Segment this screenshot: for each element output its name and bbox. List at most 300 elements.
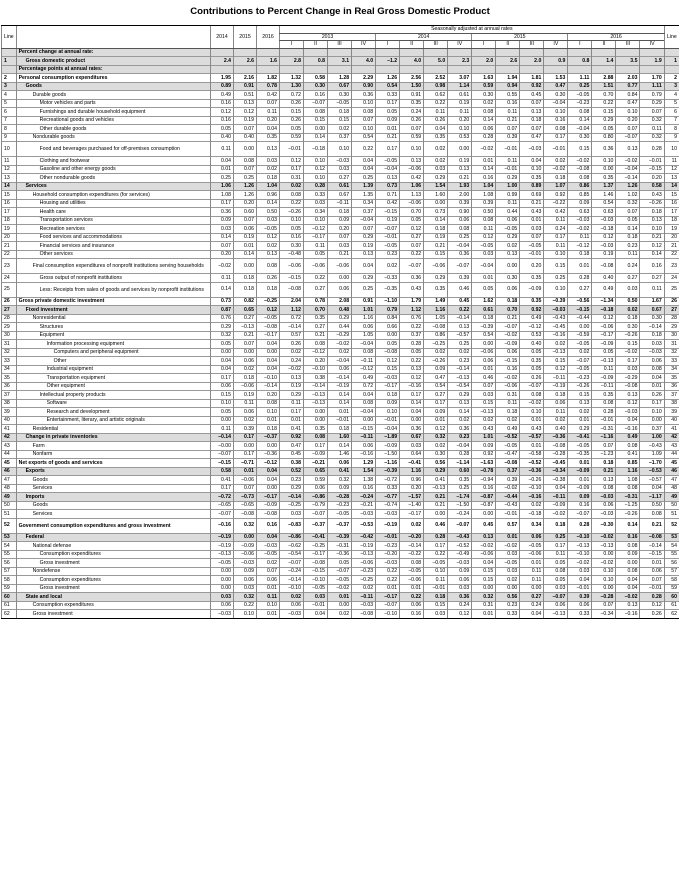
row-value: 0.22 (304, 274, 328, 283)
row-value (400, 48, 424, 57)
row-value: 0.17 (279, 165, 303, 174)
row-value: −0.09 (568, 484, 592, 493)
row-value: −0.34 (592, 610, 616, 619)
row-value: 0.20 (520, 259, 544, 274)
table-body (2, 48, 680, 618)
row-value: −0.10 (568, 550, 592, 559)
row-description: Housing and utilities (16, 199, 210, 208)
row-value: 0.11 (496, 199, 520, 208)
row-line-number: 39 (2, 408, 17, 417)
row-value: −0.05 (520, 242, 544, 251)
row-line-number-right: 2 (664, 74, 679, 83)
row-value: 0.24 (279, 357, 303, 366)
row-value: 2.4 (211, 57, 234, 66)
row-value: 0.05 (400, 216, 424, 225)
row-value: 0.33 (496, 610, 520, 619)
row-line-number-right: 27 (664, 306, 679, 315)
row-value: 0.18 (640, 208, 664, 217)
row-value: 0.21 (328, 250, 352, 259)
row-value: −0.03 (211, 610, 234, 619)
row-value: 1.05 (424, 314, 448, 323)
row-line-number: 57 (2, 567, 17, 576)
row-value: 0.00 (304, 408, 328, 417)
row-value: 0.03 (257, 216, 280, 225)
row-value: 0.22 (400, 250, 424, 259)
row-value: 0.06 (234, 357, 257, 366)
row-value: −0.10 (257, 374, 280, 383)
row-value: 0.06 (328, 282, 352, 297)
row-value: 0.09 (376, 116, 400, 125)
row-value: 1.16 (424, 306, 448, 315)
row-value: 0.00 (472, 510, 496, 519)
row-value: −0.01 (640, 157, 664, 166)
row-value: 0.67 (328, 82, 352, 91)
row-value: 0.28 (592, 408, 616, 417)
header-quarter-year: 2016 (568, 33, 664, 41)
row-value: 0.98 (424, 82, 448, 91)
row-value: 0.00 (328, 274, 352, 283)
row-value: −0.31 (328, 542, 352, 551)
row-value: 0.10 (234, 610, 257, 619)
row-value: 0.10 (592, 157, 616, 166)
row-line-number: 1 (2, 57, 17, 66)
row-value: 0.19 (448, 99, 472, 108)
row-value: 0.69 (520, 191, 544, 200)
row-value: 0.04 (400, 408, 424, 417)
row-line-number-right: 35 (664, 374, 679, 383)
row-value: −0.54 (448, 382, 472, 391)
row-value: 0.03 (640, 340, 664, 349)
row-value: −0.05 (496, 442, 520, 451)
row-value: 0.11 (592, 365, 616, 374)
row-value: 0.06 (568, 601, 592, 610)
row-description: Gross investment (16, 584, 210, 593)
row-value: 0.32 (424, 433, 448, 442)
row-value: 0.09 (568, 199, 592, 208)
row-value: 0.17 (616, 357, 640, 366)
row-value: −0.07 (376, 601, 400, 610)
row-value (640, 65, 664, 74)
row-value: 0.11 (544, 242, 568, 251)
row-value: 0.18 (520, 116, 544, 125)
row-value: −0.09 (234, 542, 257, 551)
row-value: −0.02 (496, 542, 520, 551)
row-value: 0.00 (234, 442, 257, 451)
row-value: −0.45 (544, 323, 568, 332)
row-value: −0.14 (257, 382, 280, 391)
table-row (2, 108, 680, 117)
row-value: −0.18 (592, 306, 616, 315)
row-line-number: 4 (2, 91, 17, 100)
row-value: 1.51 (592, 82, 616, 91)
row-value: −0.03 (257, 542, 280, 551)
row-value: 0.23 (376, 250, 400, 259)
row-value: 0.00 (592, 584, 616, 593)
row-value: −0.12 (352, 365, 376, 374)
row-line-number: 23 (2, 259, 17, 274)
row-value: 0.08 (592, 399, 616, 408)
row-value: 0.35 (424, 133, 448, 142)
row-value: −0.13 (544, 610, 568, 619)
row-value: 0.38 (304, 374, 328, 383)
row-value: 0.10 (520, 408, 544, 417)
row-line-number: 26 (2, 297, 17, 306)
row-value: 0.01 (376, 125, 400, 134)
row-value: 0.19 (448, 157, 472, 166)
row-line-number: 35 (2, 374, 17, 383)
row-value: 0.22 (424, 99, 448, 108)
contributions-table (1, 25, 679, 619)
row-value: 0.04 (568, 576, 592, 585)
row-value: −0.86 (304, 493, 328, 502)
table-row (2, 501, 680, 510)
row-value: 0.10 (279, 216, 303, 225)
header-description-blank (16, 26, 210, 49)
row-value: 0.19 (234, 116, 257, 125)
row-value: 1.08 (472, 191, 496, 200)
row-value: 0.89 (520, 182, 544, 191)
row-value: 2.29 (352, 74, 376, 83)
row-value: −0.03 (279, 610, 303, 619)
row-value: 1.00 (640, 433, 664, 442)
row-value: 0.07 (400, 242, 424, 251)
row-value: 0.57 (279, 331, 303, 340)
row-value: 0.18 (257, 425, 280, 434)
row-value: 0.13 (352, 250, 376, 259)
row-value: 0.70 (496, 306, 520, 315)
row-value: 1.35 (352, 191, 376, 200)
row-value (257, 48, 280, 57)
row-value: 1.05 (352, 331, 376, 340)
row-line-number: 60 (2, 593, 17, 602)
row-value: 0.06 (448, 216, 472, 225)
row-description: Farm (16, 442, 210, 451)
row-value: 0.04 (352, 259, 376, 274)
row-value: 0.22 (279, 199, 303, 208)
row-value: 0.29 (352, 274, 376, 283)
row-line-number-right: 58 (664, 576, 679, 585)
row-value: 1.13 (400, 191, 424, 200)
row-value: −0.05 (568, 442, 592, 451)
row-value: −0.52 (520, 459, 544, 468)
row-value: −0.11 (352, 357, 376, 366)
row-value: 0.04 (616, 576, 640, 585)
row-value: 1.26 (616, 182, 640, 191)
row-value: −0.19 (352, 542, 376, 551)
row-value: 0.35 (257, 133, 280, 142)
row-line-number-right: 42 (664, 433, 679, 442)
row-value: −0.05 (496, 225, 520, 234)
row-value: 0.04 (257, 357, 280, 366)
row-value: −0.29 (616, 374, 640, 383)
row-value: 0.58 (211, 467, 234, 476)
header-seasonal-label: Seasonally adjusted at annual rates (279, 26, 664, 34)
row-value: 0.00 (424, 510, 448, 519)
row-line-number-right: 49 (664, 493, 679, 502)
row-value: 0.19 (376, 216, 400, 225)
row-value: 0.08 (352, 108, 376, 117)
row-line-number: 6 (2, 108, 17, 117)
row-value: 0.27 (616, 274, 640, 283)
header-line-right: Line (664, 26, 679, 49)
row-value: 0.15 (376, 365, 400, 374)
row-value: 0.10 (211, 399, 234, 408)
row-value (568, 65, 592, 74)
row-value: −0.04 (352, 216, 376, 225)
row-value: 1.37 (592, 182, 616, 191)
row-value: 0.01 (257, 584, 280, 593)
row-value: 0.87 (211, 306, 234, 315)
row-value: 0.43 (472, 425, 496, 434)
header-quarter: IV (544, 41, 568, 49)
table-row (2, 340, 680, 349)
row-line-number-right: 18 (664, 216, 679, 225)
row-value: −0.07 (448, 518, 472, 533)
row-value: 0.30 (544, 91, 568, 100)
row-value: 0.05 (376, 340, 400, 349)
row-value: 0.21 (496, 116, 520, 125)
row-value: 0.10 (448, 125, 472, 134)
row-description: Recreational goods and vehicles (16, 116, 210, 125)
row-value: −0.05 (496, 559, 520, 568)
row-value: 0.19 (234, 391, 257, 400)
row-value: 0.07 (234, 165, 257, 174)
row-value: −0.14 (640, 323, 664, 332)
row-value: 0.03 (496, 567, 520, 576)
row-line-number: 46 (2, 467, 17, 476)
row-description: Food services and accommodations (16, 233, 210, 242)
row-value: −0.72 (376, 476, 400, 485)
row-value: 0.45 (448, 297, 472, 306)
row-value: 0.60 (234, 208, 257, 217)
row-value: 2.52 (424, 74, 448, 83)
row-value: 0.02 (279, 593, 303, 602)
table-row (2, 391, 680, 400)
row-value: 0.03 (211, 225, 234, 234)
table-row (2, 533, 680, 542)
row-value (472, 65, 496, 74)
row-value: 0.14 (616, 518, 640, 533)
row-value: 0.10 (592, 567, 616, 576)
row-description: Other services (16, 250, 210, 259)
row-value: 0.37 (352, 208, 376, 217)
row-value: 0.12 (211, 108, 234, 117)
row-value: 0.22 (448, 306, 472, 315)
row-value: 0.20 (616, 116, 640, 125)
row-value: 0.55 (496, 91, 520, 100)
row-value: 0.39 (496, 133, 520, 142)
row-value: 0.26 (279, 340, 303, 349)
row-value: −0.10 (520, 484, 544, 493)
row-value: 0.36 (352, 91, 376, 100)
row-value: 1.01 (472, 433, 496, 442)
row-description: Durable goods (16, 91, 210, 100)
row-value: 0.12 (424, 425, 448, 434)
row-value: 0.24 (400, 108, 424, 117)
row-value: 0.04 (616, 416, 640, 425)
row-value: 0.20 (304, 357, 328, 366)
row-value: 0.16 (257, 518, 280, 533)
row-value (424, 65, 448, 74)
row-value: 0.02 (257, 559, 280, 568)
row-value: −0.07 (616, 133, 640, 142)
row-value: 0.50 (616, 297, 640, 306)
row-value: 0.21 (424, 493, 448, 502)
row-value: −0.05 (568, 91, 592, 100)
row-value: −0.71 (234, 459, 257, 468)
row-value: 0.04 (211, 365, 234, 374)
row-description: Nonfarm (16, 450, 210, 459)
row-value: −0.02 (496, 331, 520, 340)
row-value: 0.14 (234, 250, 257, 259)
row-line-number-right: 13 (664, 174, 679, 183)
row-value: −0.07 (304, 510, 328, 519)
row-value: −0.10 (568, 533, 592, 542)
row-value: 0.39 (568, 593, 592, 602)
row-value: −0.13 (592, 357, 616, 366)
row-value: 0.10 (640, 408, 664, 417)
row-value: 0.01 (472, 365, 496, 374)
row-value: 0.25 (448, 233, 472, 242)
row-value: −0.02 (211, 259, 234, 274)
row-value: 0.06 (544, 399, 568, 408)
row-value: −0.12 (304, 348, 328, 357)
row-value: 0.07 (520, 233, 544, 242)
row-value: 0.02 (568, 408, 592, 417)
row-value: 0.25 (352, 282, 376, 297)
row-value: 0.16 (304, 91, 328, 100)
row-value: 0.00 (640, 416, 664, 425)
row-value: 0.06 (304, 484, 328, 493)
row-line-number: 17 (2, 208, 17, 217)
row-value: −0.06 (400, 165, 424, 174)
row-value: −0.04 (376, 165, 400, 174)
table-row (2, 433, 680, 442)
table-row (2, 182, 680, 191)
header-quarter: III (616, 41, 640, 49)
row-line-number-right: 51 (664, 510, 679, 519)
row-value: −0.16 (211, 518, 234, 533)
table-row (2, 65, 680, 74)
header-quarter: II (400, 41, 424, 49)
row-value: −0.14 (279, 323, 303, 332)
row-value: 0.12 (448, 610, 472, 619)
row-value: 0.11 (234, 399, 257, 408)
row-value: −0.17 (400, 510, 424, 519)
row-line-number-right: 48 (664, 484, 679, 493)
row-value: 0.39 (448, 199, 472, 208)
row-value: −0.02 (568, 225, 592, 234)
row-value: 0.18 (544, 391, 568, 400)
row-value: 0.47 (544, 82, 568, 91)
row-value: 0.10 (352, 125, 376, 134)
row-value: −0.05 (328, 510, 352, 519)
row-value: −0.03 (640, 348, 664, 357)
row-line-number-right: 10 (664, 142, 679, 157)
row-value: 0.02 (472, 416, 496, 425)
row-value: 0.12 (257, 306, 280, 315)
row-value: 0.12 (400, 374, 424, 383)
row-value: 0.10 (520, 165, 544, 174)
row-value: 0.82 (234, 297, 257, 306)
row-value: 1.26 (234, 182, 257, 191)
row-value: −0.08 (304, 559, 328, 568)
row-value: 0.32 (472, 593, 496, 602)
row-value: 0.07 (592, 601, 616, 610)
row-value: 0.00 (211, 348, 234, 357)
row-value: −0.53 (352, 518, 376, 533)
row-line-number-right: 26 (664, 297, 679, 306)
row-value: −0.13 (304, 391, 328, 400)
row-value: 0.07 (616, 125, 640, 134)
row-value: −0.02 (592, 559, 616, 568)
row-value: −0.23 (568, 99, 592, 108)
row-line-number-right: 38 (664, 399, 679, 408)
row-line-number: 28 (2, 314, 17, 323)
row-value: 0.78 (257, 82, 280, 91)
row-value: −0.01 (640, 584, 664, 593)
row-value: 0.01 (211, 165, 234, 174)
row-value: −0.45 (544, 459, 568, 468)
row-value: 0.07 (234, 484, 257, 493)
row-value: 0.58 (640, 182, 664, 191)
row-value: 0.03 (304, 199, 328, 208)
row-value: 0.71 (376, 191, 400, 200)
row-value: −0.06 (328, 259, 352, 274)
row-value: −0.06 (496, 382, 520, 391)
table-row (2, 510, 680, 519)
row-value: 0.73 (211, 297, 234, 306)
row-value: 1.06 (211, 182, 234, 191)
row-value: −0.26 (424, 357, 448, 366)
row-value: −0.56 (568, 297, 592, 306)
row-value: −0.09 (568, 467, 592, 476)
row-value: −0.05 (257, 225, 280, 234)
row-value: −0.57 (640, 476, 664, 485)
row-value: −0.02 (472, 542, 496, 551)
row-value: −0.03 (568, 216, 592, 225)
row-value: −0.04 (568, 125, 592, 134)
row-value: 0.02 (352, 584, 376, 593)
row-value: 0.21 (496, 314, 520, 323)
row-value: 0.30 (568, 133, 592, 142)
row-value: 1.46 (328, 450, 352, 459)
row-value: −0.25 (352, 576, 376, 585)
row-value: 1.04 (472, 182, 496, 191)
row-value: 0.05 (472, 282, 496, 297)
row-description: Recreation services (16, 225, 210, 234)
row-value: 0.26 (279, 99, 303, 108)
row-value: 0.04 (257, 533, 280, 542)
row-value: 0.41 (328, 467, 352, 476)
row-value: −1.70 (640, 459, 664, 468)
row-value: 1.82 (257, 74, 280, 83)
row-value: 0.08 (568, 174, 592, 183)
row-value: 0.08 (304, 108, 328, 117)
row-value: 0.13 (400, 157, 424, 166)
row-value: 0.06 (592, 501, 616, 510)
row-value: −0.49 (448, 550, 472, 559)
row-value: 0.04 (472, 559, 496, 568)
row-value: 0.29 (279, 391, 303, 400)
row-value: 0.34 (352, 199, 376, 208)
row-value: 0.43 (400, 282, 424, 297)
row-value: 0.30 (616, 323, 640, 332)
row-value: 0.18 (568, 250, 592, 259)
row-value: 2.0 (520, 57, 544, 66)
row-value: −0.11 (352, 593, 376, 602)
row-value: −0.13 (472, 408, 496, 417)
